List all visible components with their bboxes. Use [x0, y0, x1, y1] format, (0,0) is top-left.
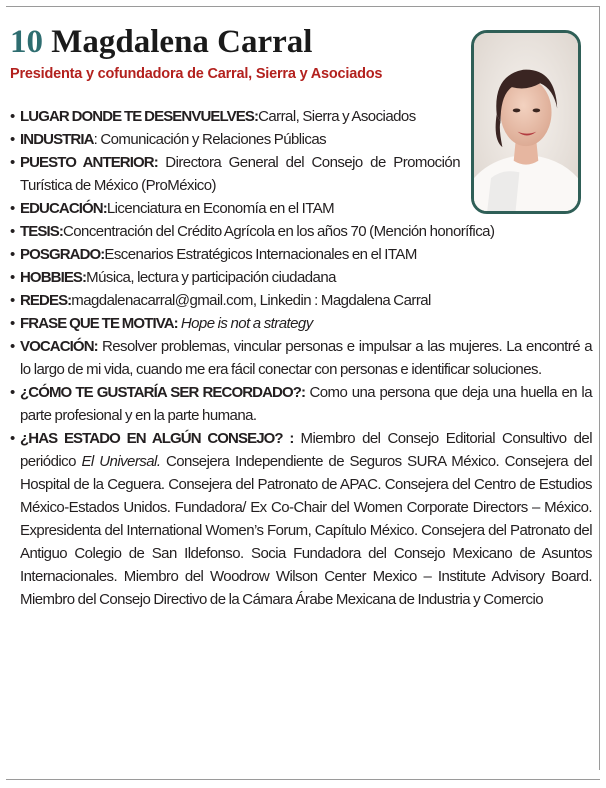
list-item-redes: [10, 289, 592, 312]
item-value: magdalenacarral@gmail.com, Linkedin : Magdalena Carral: [71, 292, 431, 309]
list-item-lugar: [10, 105, 460, 128]
item-label: INDUSTRIA: [20, 131, 94, 148]
item-value: Resolver problemas, vincular personas e impulsar a las mujeres. La encontré a lo largo de mi vida, cuando me era fácil conectar con personas e identificar soluciones.: [20, 338, 592, 378]
item-label: PUESTO ANTERIOR:: [20, 154, 158, 171]
profile-details-list: [10, 105, 592, 611]
item-label: POSGRADO:: [20, 246, 105, 263]
item-label: ¿CÓMO TE GUSTARÍA SER RECORDADO?:: [20, 384, 306, 401]
item-label: LUGAR DONDE TE DESENVUELVES:: [20, 108, 259, 125]
item-label: ¿HAS ESTADO EN ALGÚN CONSEJO? :: [20, 430, 294, 447]
list-item-recordado: [10, 381, 592, 427]
item-value: Concentración del Crédito Agrícola en los años 70 (Mención honorífica): [62, 223, 495, 240]
list-item-frase: [10, 312, 592, 335]
item-value: Directora General del Consejo de Promoción Turística de México (ProMéxico): [20, 154, 460, 194]
item-value: Escenarios Estratégicos Internacionales en el ITAM: [104, 246, 417, 263]
list-item-industria: [10, 128, 460, 151]
item-value: : Comunicación y Relaciones Públicas: [93, 131, 327, 148]
frame-top-rule: [6, 6, 600, 7]
profile-name: Magdalena Carral: [51, 24, 313, 60]
list-item-tesis: [10, 220, 592, 243]
item-value: Como una persona que deja una huella en la parte profesional y en la parte humana.: [20, 384, 592, 424]
list-item-posgrado: [10, 243, 592, 266]
item-label: HOBBIES:: [20, 269, 87, 286]
item-label: TESIS:: [20, 223, 63, 240]
list-item-consejo: [10, 427, 592, 611]
list-item-hobbies: [10, 266, 592, 289]
list-item-puesto-anterior: [10, 151, 460, 197]
item-label: REDES:: [20, 292, 72, 309]
item-value: Hope is not a strategy: [180, 315, 313, 332]
item-label: EDUCACIÓN:: [20, 200, 107, 217]
list-item-vocacion: [10, 335, 592, 381]
item-value-italic: El Universal.: [81, 453, 161, 470]
item-label: FRASE QUE TE MOTIVA:: [20, 315, 178, 332]
item-label: VOCACIÓN:: [20, 338, 98, 355]
list-item-educacion: [10, 197, 592, 220]
item-value: Música, lectura y participación ciudadana: [86, 269, 336, 286]
profile-heading: [10, 22, 312, 62]
item-value-before: Miembro del Consejo Editorial Consultivo del periódico: [20, 430, 592, 470]
item-value-after: Consejera Independiente de Seguros SURA México. Consejera del Hospital de la Ceguera. Consejera del Patronato de APAC. Consejera del Centro de Estudios México-Estados Unidos. Fundadora/ Ex Co-Chair del Women Corporate Directors – México. Expresidenta del International Women’s Forum, Capítulo México. Consejera del Patronato del Antiguo Colegio de San Ildefonso. Socia Fundadora del Consejo Mexicano de Asuntos Internacionales. Miembro del Woodrow Wilson Center Mexico – Institute Advisory Board. Miembro del Consejo Directivo de la Cámara Árabe Mexicana de Industria y Comercio: [20, 453, 592, 608]
profile-number: 10: [10, 24, 43, 60]
item-value: Licenciatura en Economía en el ITAM: [106, 200, 335, 217]
profile-position-title: Presidenta y cofundadora de Carral, Sierra y Asociados: [10, 66, 383, 82]
frame-bottom-rule: [6, 779, 600, 780]
item-value: Carral, Sierra y Asociados: [258, 108, 416, 125]
frame-right-rule: [599, 6, 600, 770]
